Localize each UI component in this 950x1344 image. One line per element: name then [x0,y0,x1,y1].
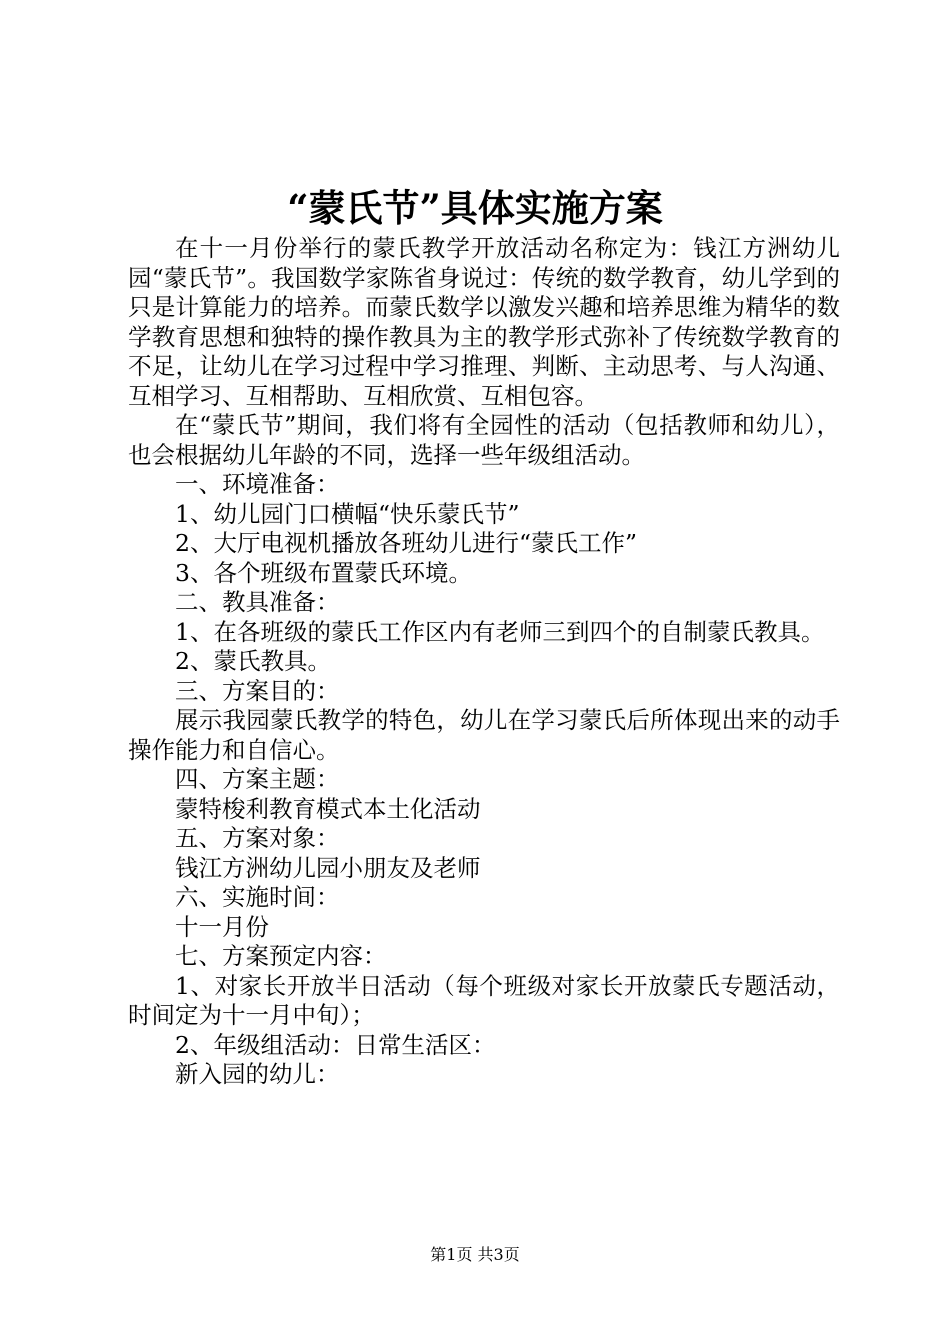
page-footer: 第1页 共3页 [430,1245,520,1264]
section-heading: 一、环境准备： [175,470,340,498]
section-heading: 四、方案主题： [175,765,340,793]
list-item: 2、大厅电视机播放各班幼儿进行“蒙氏工作” [175,529,637,557]
paragraph: 十一月份 [175,912,269,941]
paragraph: 新入园的幼儿： [175,1060,340,1088]
section-heading: 三、方案目的： [175,676,340,705]
section-heading: 七、方案预定内容： [175,942,387,970]
list-item: 1、在各班级的蒙氏工作区内有老师三到四个的自制蒙氏教具。 [175,617,825,646]
paragraph: 蒙特梭利教育模式本土化活动 [175,794,481,823]
document-title: “蒙氏节”具体实施方案 [287,186,663,230]
list-item: 1、幼儿园门口横幅“快乐蒙氏节” [175,499,520,528]
paragraph: 在“蒙氏节”期间，我们将有全园性的活动（包括教师和幼儿），也会根据幼儿年龄的不同，选择一些年级组活动。 [128,411,840,469]
list-item: 2、年级组活动：日常生活区： [175,1030,496,1059]
paragraph: 展示我园蒙氏教学的特色，幼儿在学习蒙氏后所体现出来的动手操作能力和自信心。 [128,706,840,764]
paragraph: 钱江方洲幼儿园小朋友及老师 [175,853,481,882]
list-item: 3、各个班级布置蒙氏环境。 [175,558,472,587]
list-item: 1、对家长开放半日活动（每个班级对家长开放蒙氏专题活动，时间定为十一月中旬）； [128,971,840,1029]
list-item: 2、蒙氏教具。 [175,647,331,675]
document-body [128,234,840,1090]
paragraph: 在十一月份举行的蒙氏教学开放活动名称定为：钱江方洲幼儿园“蒙氏节”。我国数学家陈省身说过：传统的数学教育，幼儿学到的只是计算能力的培养。而蒙氏数学以激发兴趣和培养思维为精华的数学教育思想和独特的操作教具为主的教学形式弥补了传统数学教育的不足，让幼儿在学习过程中学习推理、判断、主动思考、与人沟通、互相学习、互相帮助、互相欣赏、互相包容。 [128,234,840,410]
section-heading: 六、实施时间： [175,883,340,911]
section-heading: 五、方案对象： [175,824,340,852]
section-heading: 二、教具准备： [175,588,340,616]
